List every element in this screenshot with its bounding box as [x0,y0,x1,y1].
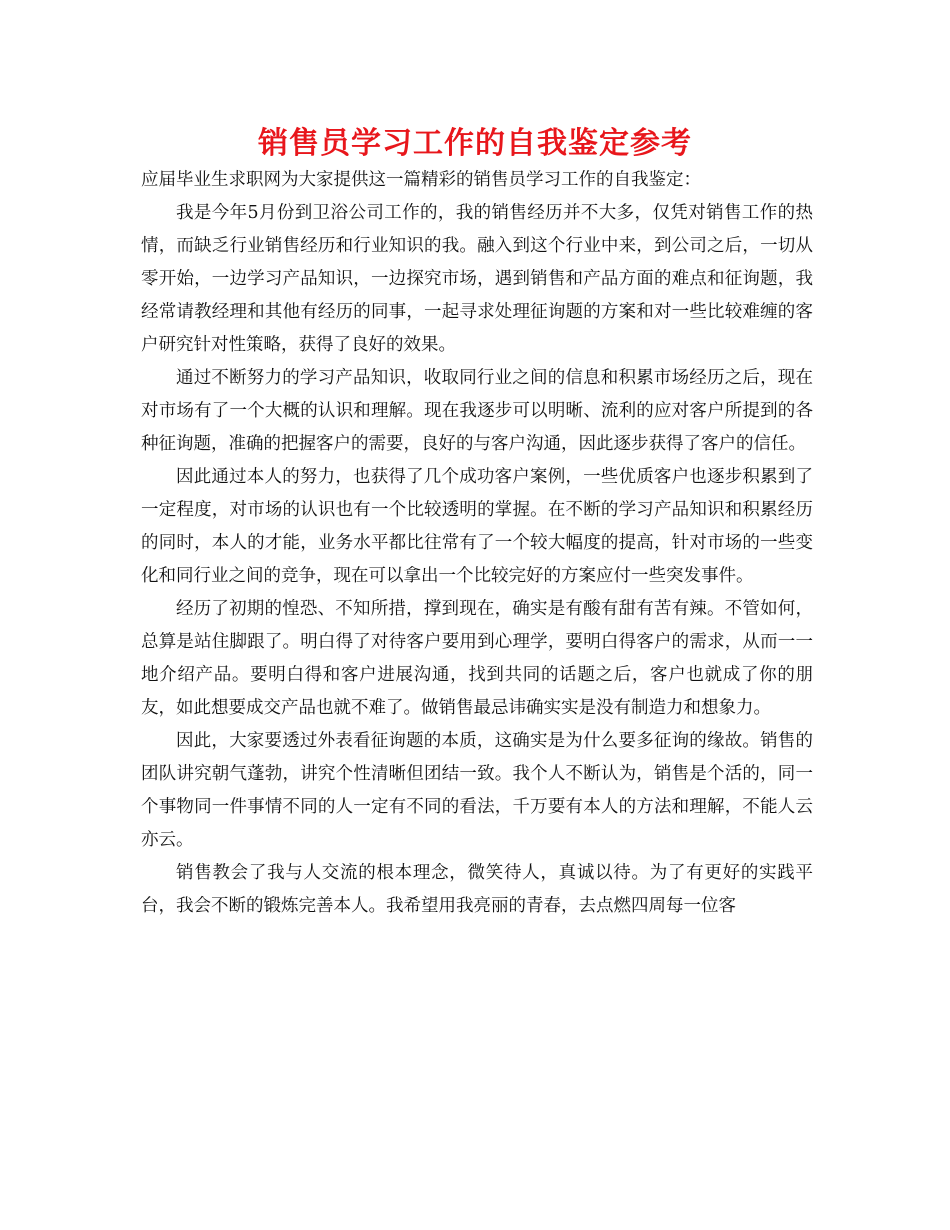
document-title: 销售员学习工作的自我鉴定参考 [258,126,692,161]
body-paragraph: 销售教会了我与人交流的根本理念，微笑待人，真诚以待。为了有更好的实践平台，我会不断的锻炼完善本人。我希望用我亮丽的青春，去点燃四周每一位客 [141,863,813,916]
body-paragraph: 我是今年5月份到卫浴公司工作的，我的销售经历并不大多，仅凭对销售工作的热情，而缺乏行业销售经历和行业知识的我。融入到这个行业中来，到公司之后，一切从零开始，一边学习产品知识，一边探究市场，遇到销售和产品方面的难点和征询题，我经常请教经理和其他有经历的同事，一起寻求处理征询题的方案和对一些比较难缠的客户研究针对性策略，获得了良好的效果。 [141,203,813,355]
body-paragraph: 通过不断努力的学习产品知识，收取同行业之间的信息和积累市场经历之后，现在对市场有了一个大概的认识和理解。现在我逐步可以明晰、流利的应对客户所提到的各种征询题，准确的把握客户的需要，良好的与客户沟通，因此逐步获得了客户的信任。 [141,368,813,454]
document-body [141,164,813,923]
body-paragraph: 因此通过本人的努力，也获得了几个成功客户案例，一些优质客户也逐步积累到了一定程度，对市场的认识也有一个比较透明的掌握。在不断的学习产品知识和积累经历的同时，本人的才能，业务水平都比往常有了一个较大幅度的提高，针对市场的一些变化和同行业之间的竞争，现在可以拿出一个比较完好的方案应付一些突发事件。 [141,467,813,586]
body-paragraph: 经历了初期的惶恐、不知所措，撑到现在，确实是有酸有甜有苦有辣。不管如何，总算是站住脚跟了。明白得了对待客户要用到心理学，要明白得客户的需求，从而一一地介绍产品。要明白得和客户进展沟通，找到共同的话题之后，客户也就成了你的朋友，如此想要成交产品也就不难了。做销售最忌讳确实实是没有制造力和想象力。 [141,599,813,718]
intro-paragraph: 应届毕业生求职网为大家提供这一篇精彩的销售员学习工作的自我鉴定： [141,170,701,190]
body-paragraph: 因此，大家要透过外表看征询题的本质，这确实是为什么要多征询的缘故。销售的团队讲究朝气蓬勃，讲究个性清晰但团结一致。我个人不断认为，销售是个活的，同一个事物同一件事情不同的人一定有不同的看法，千万要有本人的方法和理解，不能人云亦云。 [141,731,813,850]
